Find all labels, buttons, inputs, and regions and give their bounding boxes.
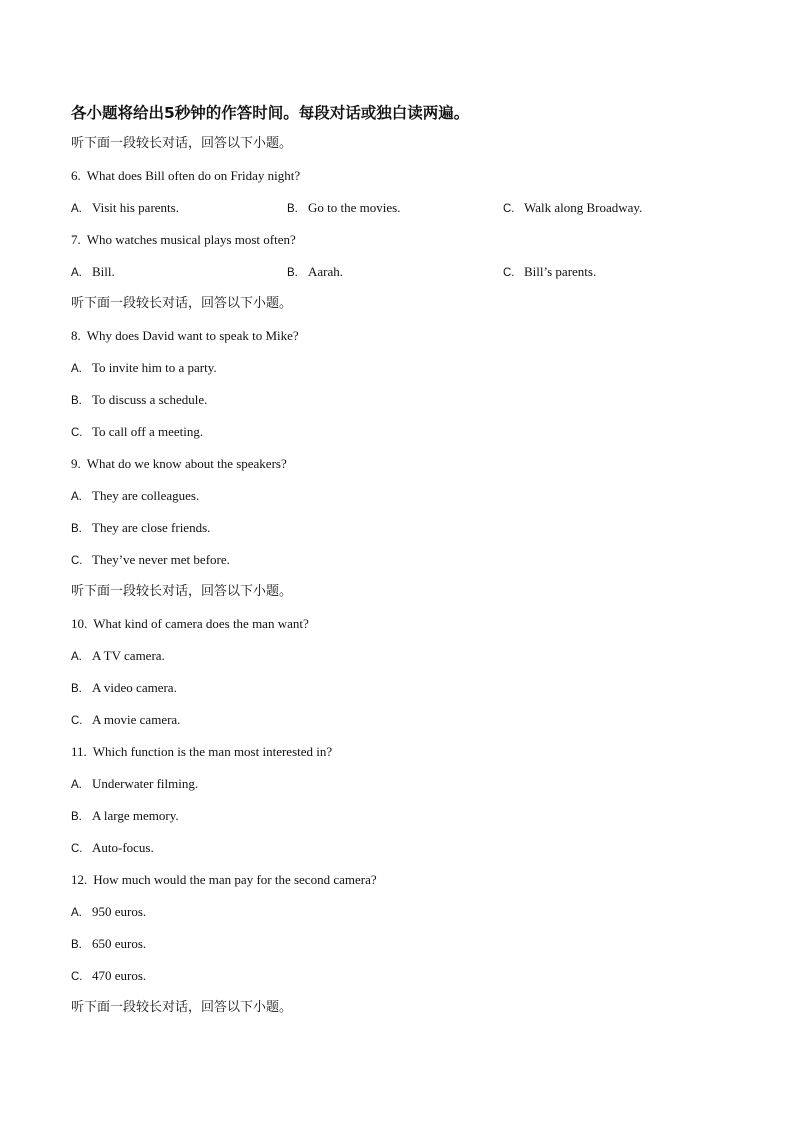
option-c: C. To call off a meeting. — [71, 424, 204, 439]
option-c: C. 470 euros. — [71, 968, 147, 983]
question-7 — [71, 224, 731, 256]
question-number: 12. — [71, 872, 88, 887]
options-row-6 — [71, 192, 731, 224]
question-number: 6. — [71, 168, 81, 183]
question-number: 11. — [71, 744, 87, 759]
option-c: C. They’ve never met before. — [71, 552, 230, 567]
option-a: A. Bill. — [71, 264, 115, 279]
option-c: C. Walk along Broadway. — [503, 200, 643, 215]
section-heading: 听下面一段较长对话，回答以下小题。 — [71, 584, 293, 599]
option-a: A. Visit his parents. — [71, 200, 179, 215]
question-text: Why does David want to speak to Mike? — [86, 328, 299, 343]
question-text: What kind of camera does the man want? — [93, 616, 309, 631]
question-8 — [71, 320, 731, 352]
option-b: B. 650 euros. — [71, 936, 147, 951]
option-b: B. A video camera. — [71, 680, 177, 695]
question-number: 10. — [71, 616, 88, 631]
option-b: B. They are close friends. — [71, 520, 211, 535]
option-c: C. Auto-focus. — [71, 840, 154, 855]
question-text: What do we know about the speakers? — [86, 456, 287, 471]
question-number: 8. — [71, 328, 81, 343]
section-heading: 听下面一段较长对话，回答以下小题。 — [71, 136, 293, 151]
question-text: What does Bill often do on Friday night? — [86, 168, 301, 183]
option-a: A. To invite him to a party. — [71, 360, 217, 375]
option-b: B. A large memory. — [71, 808, 179, 823]
question-text: Which function is the man most interested in? — [92, 744, 333, 759]
section-heading: 听下面一段较长对话，回答以下小题。 — [71, 1000, 293, 1015]
question-12 — [71, 864, 731, 896]
option-a: A. 950 euros. — [71, 904, 147, 919]
option-c: C. A movie camera. — [71, 712, 181, 727]
question-text: How much would the man pay for the second camera? — [93, 872, 377, 887]
exam-page — [71, 98, 731, 1024]
option-b: B. To discuss a schedule. — [71, 392, 208, 407]
option-a: A. They are colleagues. — [71, 488, 200, 503]
question-6 — [71, 160, 731, 192]
option-b: B. Aarah. — [287, 264, 344, 279]
question-number: 9. — [71, 456, 81, 471]
question-11 — [71, 736, 731, 768]
question-text: Who watches musical plays most often? — [86, 232, 296, 247]
question-10 — [71, 608, 731, 640]
option-b: B. Go to the movies. — [287, 200, 401, 215]
option-a: A. A TV camera. — [71, 648, 165, 663]
options-row-7 — [71, 256, 731, 288]
option-a: A. Underwater filming. — [71, 776, 199, 791]
instruction-text: 各小题将给出5秒钟的作答时间。每段对话或独白读两遍。 — [71, 104, 470, 122]
question-9 — [71, 448, 731, 480]
question-number: 7. — [71, 232, 81, 247]
option-c: C. Bill’s parents. — [503, 264, 597, 279]
section-heading: 听下面一段较长对话，回答以下小题。 — [71, 296, 293, 311]
